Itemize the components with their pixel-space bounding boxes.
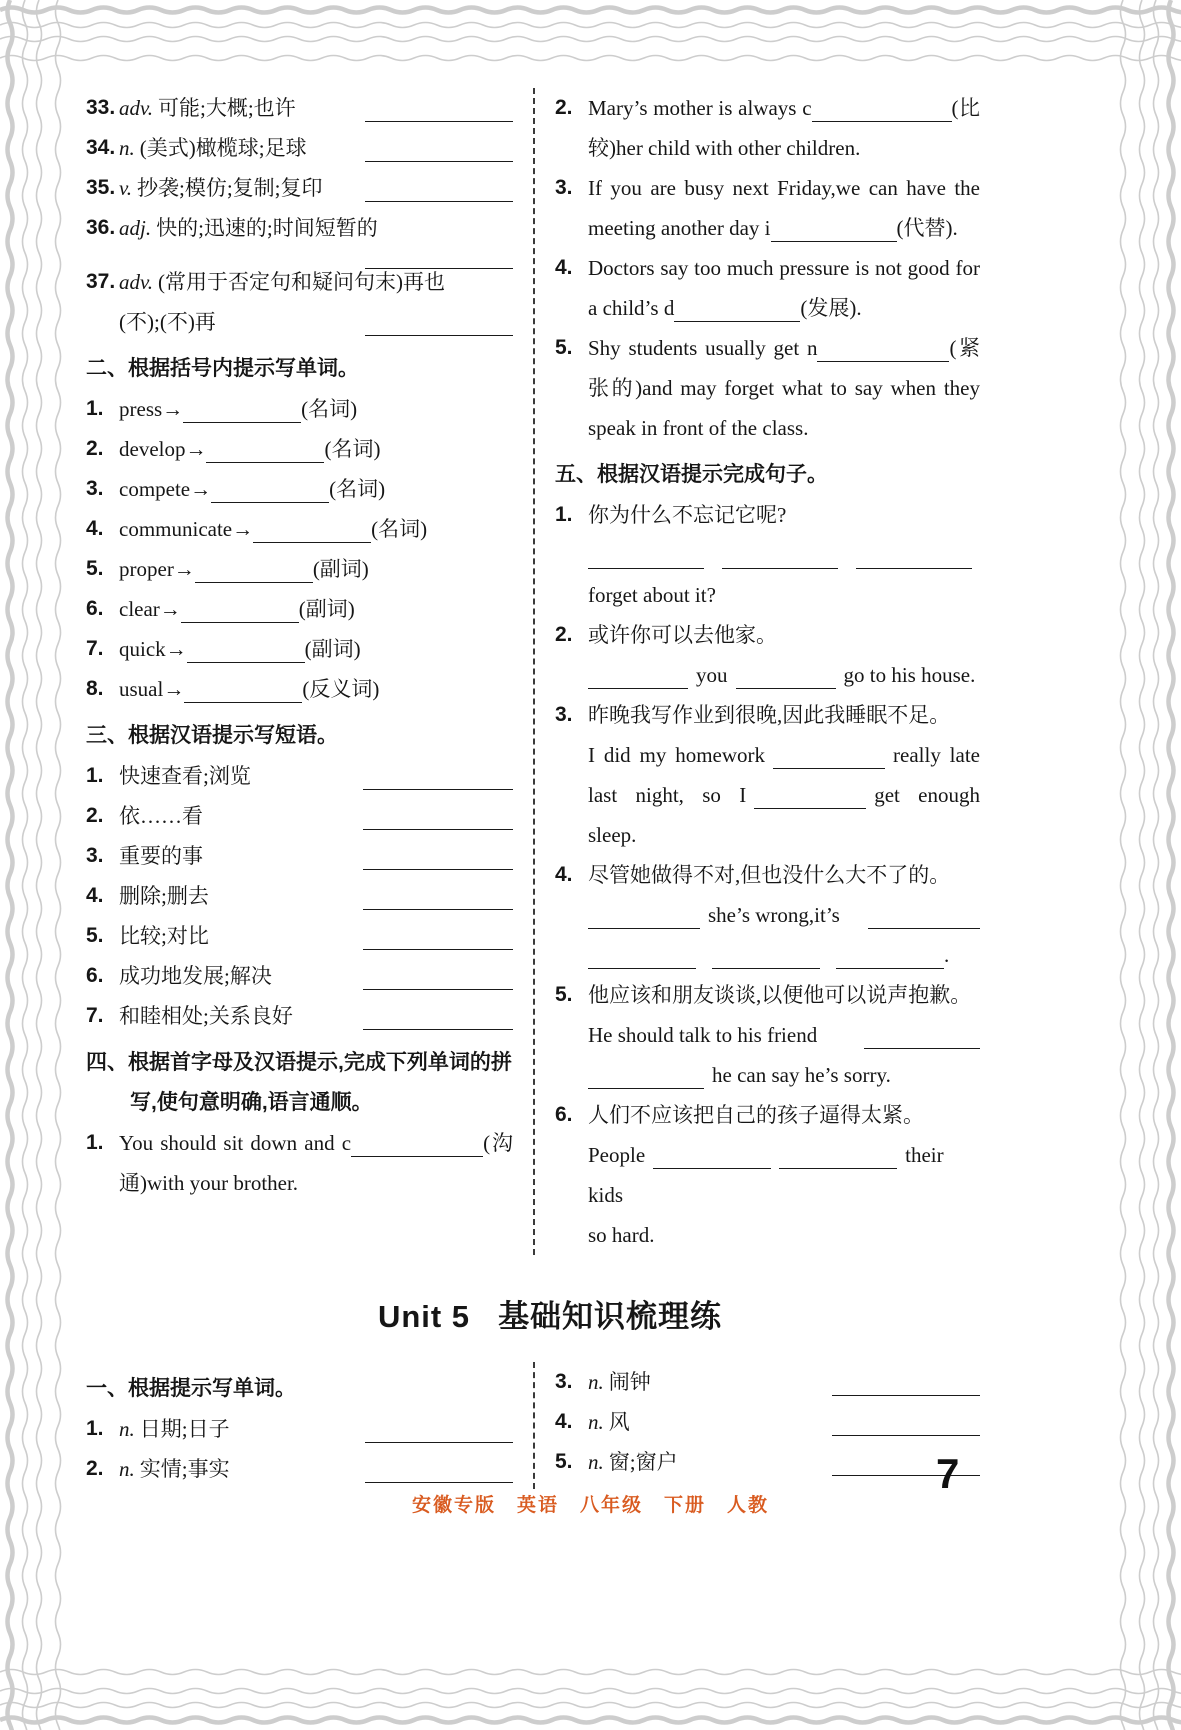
item-number: 2. [86,437,104,460]
item-text: (紧张的)and may forget what to say when they speak in front of the class. [588,336,980,440]
answer-blank[interactable] [674,308,800,322]
item-line [119,429,513,469]
item-line [588,1402,980,1442]
answer-blank[interactable] [365,108,513,122]
item-line [588,1015,980,1055]
item-line [588,88,980,168]
item-text: (发展). [800,296,862,320]
item-line [588,975,980,1015]
item-line [588,168,980,248]
answer-blank[interactable] [588,675,688,689]
answer-blank[interactable] [864,1035,980,1049]
item-line [588,1135,980,1215]
exercise-item [86,836,513,876]
answer-blank[interactable] [183,409,301,423]
item-number: 7. [86,1004,104,1027]
item-line [119,1449,513,1489]
exercise-item [555,1362,980,1402]
item-number: 4. [86,884,104,907]
item-text: 比较;对比 [119,924,209,948]
item-line [119,168,513,208]
item-line [588,1095,980,1135]
item-number: 1. [86,1131,104,1154]
exercise-item [86,669,513,709]
item-number: 5. [86,924,104,947]
item-line [119,836,513,876]
item-text: (副词) [298,597,355,621]
item-text: 尽管她做得不对,但也没什么大不了的。 [588,863,951,887]
item-text: (副词) [304,637,361,661]
item-line [119,589,513,629]
item-text: (名词) [301,397,358,421]
item-text: he can say he’s sorry. [712,1063,891,1087]
unit5-right-column [533,1362,980,1489]
item-number: 4. [555,863,573,886]
item-text: (代替). [896,216,958,240]
item-number: 2. [86,1457,104,1480]
item-text: 抄袭;模仿;复制;复印 [137,176,323,200]
answer-blank[interactable] [365,322,513,336]
item-text: (比较)her child with other children. [588,96,980,160]
item-line [588,495,980,535]
exercise-item [86,796,513,836]
item-line [119,996,513,1036]
item-line [119,208,513,248]
exercise-item [86,262,513,342]
item-text: 闹钟 [608,1370,651,1394]
answer-blank[interactable] [817,348,949,362]
item-text: 实情;事实 [139,1457,230,1481]
item-text: (常用于否定句和疑问句末)再也 [158,270,446,294]
page-content [86,88,1014,1489]
item-text: Mary’s mother is always c [588,96,812,120]
item-text: . [944,943,950,967]
item-text: their kids [588,1143,944,1207]
item-number: 34. [86,136,116,159]
item-line [119,262,513,302]
item-number: 1. [86,397,104,420]
exercise-item [555,1095,980,1255]
item-number: 2. [86,804,104,827]
item-line [588,535,980,575]
item-number: 33. [86,96,116,119]
item-text: 你为什么不忘记它呢? [588,503,787,527]
item-text: forget about it? [588,583,716,607]
section-heading: 一、根据提示写单词。 [86,1377,296,1400]
item-number: 1. [86,1417,104,1440]
answer-blank[interactable] [181,609,299,623]
item-number: 6. [86,597,104,620]
part-of-speech-label: n. [588,1370,604,1394]
item-text: get enough sleep. [588,783,980,847]
answer-blank[interactable] [588,955,696,969]
item-number: 1. [555,503,573,526]
main-left-column [86,88,533,1255]
exercise-item [555,168,980,248]
answer-blank[interactable] [832,1382,980,1396]
item-number: 5. [86,557,104,580]
answer-blank[interactable] [363,1016,513,1030]
answer-blank[interactable] [363,976,513,990]
item-number: 2. [555,96,573,119]
item-text: 或许你可以去他家。 [588,623,777,647]
item-line [588,935,980,975]
unit5-title-zh: 基础知识梳理练 [498,1299,723,1334]
exercise-item [86,88,513,128]
part-of-speech-label: adv. [119,96,154,120]
item-number: 8. [86,677,104,700]
item-text: really late last night, so I [588,743,980,807]
answer-blank[interactable] [184,689,302,703]
section-heading: 五、根据汉语提示完成句子。 [555,463,828,486]
item-number: 5. [555,336,573,359]
exercise-item [86,389,513,429]
item-text: (名词) [324,437,381,461]
section-heading: 二、根据括号内提示写单词。 [86,357,359,380]
item-number: 35. [86,176,116,199]
item-line [588,855,980,895]
item-text: 快的;迅速的;时间短暂的 [156,216,378,240]
item-text: go to his house. [843,663,976,687]
item-line [119,88,513,128]
exercise-item [555,975,980,1095]
item-number: 3. [555,176,573,199]
item-line [119,469,513,509]
answer-blank[interactable] [712,955,820,969]
item-line [119,248,513,262]
answer-blank[interactable] [363,936,513,950]
item-text: (反义词) [302,677,380,701]
item-text: 成功地发展;解决 [119,964,272,988]
answer-blank[interactable] [253,529,371,543]
item-text: 可能;大概;也许 [158,96,296,120]
answer-blank[interactable] [868,915,980,929]
exercise-item [86,208,513,262]
item-line [588,895,980,935]
answer-blank[interactable] [588,915,700,929]
answer-blank[interactable] [856,555,972,569]
exercise-item [86,1123,513,1203]
part-of-speech-label: n. [119,1457,135,1481]
unit5-two-column-area [86,1362,1014,1489]
item-line [119,876,513,916]
exercise-item [555,1442,980,1482]
item-text: usual→ [119,677,185,701]
part-of-speech-label: v. [119,176,133,200]
item-number: 2. [555,623,573,646]
item-text: Doctors say too much pressure is not good for a child’s d [588,256,980,320]
item-text: (美式)橄榄球;足球 [139,136,307,160]
item-text: He should talk to his friend [588,1023,818,1047]
item-text: 人们不应该把自己的孩子逼得太紧。 [588,1103,924,1127]
answer-blank[interactable] [363,896,513,910]
item-line [588,1442,980,1482]
item-line [119,1409,513,1449]
item-text: (沟通)with your brother. [119,1131,513,1195]
exercise-item [86,469,513,509]
exercise-item [86,629,513,669]
exercise-item [86,128,513,168]
item-number: 1. [86,764,104,787]
part-of-speech-label: adj. [119,216,152,240]
answer-blank[interactable] [365,148,513,162]
exercise-item [555,855,980,975]
part-of-speech-label: n. [119,1417,135,1441]
item-line [119,916,513,956]
item-line [588,615,980,655]
answer-blank[interactable] [363,816,513,830]
item-line [588,1215,980,1255]
exercise-item [86,549,513,589]
item-text: clear→ [119,597,181,621]
section-heading: 三、根据汉语提示写短语。 [86,724,338,747]
item-line [119,669,513,709]
item-text: 依……看 [119,804,203,828]
exercise-item [86,756,513,796]
answer-blank[interactable] [754,795,866,809]
section-heading: 四、根据首字母及汉语提示,完成下列单词的拼写,使句意明确,语言通顺。 [86,1051,512,1114]
item-text: 日期;日子 [139,1417,230,1441]
part-of-speech-label: n. [119,136,135,160]
answer-blank[interactable] [195,569,313,583]
answer-blank[interactable] [588,555,704,569]
item-line [119,956,513,996]
item-text: (名词) [371,517,428,541]
item-number: 37. [86,270,116,293]
item-line [119,1123,513,1203]
item-text: compete→ [119,477,212,501]
exercise-item [555,615,980,695]
answer-blank[interactable] [363,856,513,870]
exercise-item [555,328,980,448]
item-line [119,389,513,429]
item-text: 删除;删去 [119,884,209,908]
page-number: 7 [936,1450,960,1497]
item-text: 和睦相处;关系良好 [119,1004,293,1028]
item-number: 3. [86,477,104,500]
exercise-item [86,956,513,996]
unit5-left-column [86,1362,533,1489]
answer-blank[interactable] [363,776,513,790]
item-line [588,695,980,735]
item-line [588,575,980,615]
answer-blank[interactable] [771,228,897,242]
item-number: 36. [86,216,116,239]
exercise-item [555,248,980,328]
item-text: (副词) [312,557,369,581]
item-line [588,735,980,855]
item-number: 4. [86,517,104,540]
exercise-item [86,509,513,549]
item-number: 5. [555,983,573,1006]
item-text: develop→ [119,437,207,461]
item-line [119,756,513,796]
item-line [119,549,513,589]
footer-edition-label: 安徽专版 英语 八年级 下册 人教 [411,1495,769,1516]
answer-blank[interactable] [365,1469,513,1483]
exercise-item [86,1409,513,1449]
item-number: 6. [86,964,104,987]
item-text: 重要的事 [119,844,203,868]
item-text: (名词) [329,477,386,501]
item-line [119,302,513,342]
item-number: 3. [86,844,104,867]
item-line [119,509,513,549]
part-of-speech-label: n. [588,1450,604,1474]
item-line [588,1362,980,1402]
item-text: proper→ [119,557,195,581]
item-text: 他应该和朋友谈谈,以便他可以说声抱歉。 [588,983,972,1007]
part-of-speech-label: n. [588,1410,604,1434]
exercise-item [86,1449,513,1489]
answer-blank[interactable] [832,1422,980,1436]
item-number: 7. [86,637,104,660]
unit5-title [86,1291,1014,1336]
main-right-column [533,88,980,1255]
unit5-title-en: Unit 5 [377,1299,471,1334]
item-number: 4. [555,256,573,279]
part-of-speech-label: adv. [119,270,154,294]
answer-blank[interactable] [351,1143,483,1157]
exercise-item [86,876,513,916]
exercise-item [86,589,513,629]
item-text: 快速查看;浏览 [119,764,251,788]
answer-blank[interactable] [211,489,329,503]
answer-blank[interactable] [773,755,885,769]
answer-blank[interactable] [722,555,838,569]
item-line [119,796,513,836]
item-line [119,629,513,669]
item-text: communicate→ [119,517,254,541]
exercise-item [86,168,513,208]
exercise-item [86,916,513,956]
answer-blank[interactable] [779,1155,897,1169]
item-text: 风 [608,1410,630,1434]
answer-blank[interactable] [365,1429,513,1443]
exercise-item [555,88,980,168]
item-text: 窗;窗户 [608,1450,678,1474]
item-text: I did my homework [588,743,766,767]
exercise-item [555,695,980,855]
item-text: People [588,1143,646,1167]
item-number: 3. [555,703,573,726]
item-text: so hard. [588,1223,655,1247]
exercise-item [86,429,513,469]
item-text: quick→ [119,637,187,661]
item-text: you [696,663,728,687]
item-text: she’s wrong,it’s [708,903,840,927]
item-number: 3. [555,1370,573,1393]
answer-blank[interactable] [653,1155,771,1169]
answer-blank[interactable] [206,449,324,463]
item-text: If you are busy next Friday,we can have the meeting another day i [588,176,980,240]
item-line [588,328,980,448]
item-text: press→ [119,397,184,421]
exercise-item [86,996,513,1036]
item-text: (不);(不)再 [119,310,216,334]
main-two-column-area [86,88,1014,1255]
item-line [119,128,513,168]
item-number: 5. [555,1450,573,1473]
exercise-item [555,1402,980,1442]
exercise-item [555,495,980,615]
item-text: Shy students usually get n [588,336,818,360]
item-text: You should sit down and c [119,1131,352,1155]
item-text: 昨晚我写作业到很晚,因此我睡眠不足。 [588,703,951,727]
answer-blank[interactable] [187,649,305,663]
answer-blank[interactable] [812,108,952,122]
answer-blank[interactable] [736,675,836,689]
item-line [588,655,980,695]
item-line [588,1055,980,1095]
answer-blank[interactable] [588,1075,704,1089]
item-line [588,248,980,328]
item-number: 6. [555,1103,573,1126]
answer-blank[interactable] [836,955,944,969]
item-number: 4. [555,1410,573,1433]
answer-blank[interactable] [365,188,513,202]
